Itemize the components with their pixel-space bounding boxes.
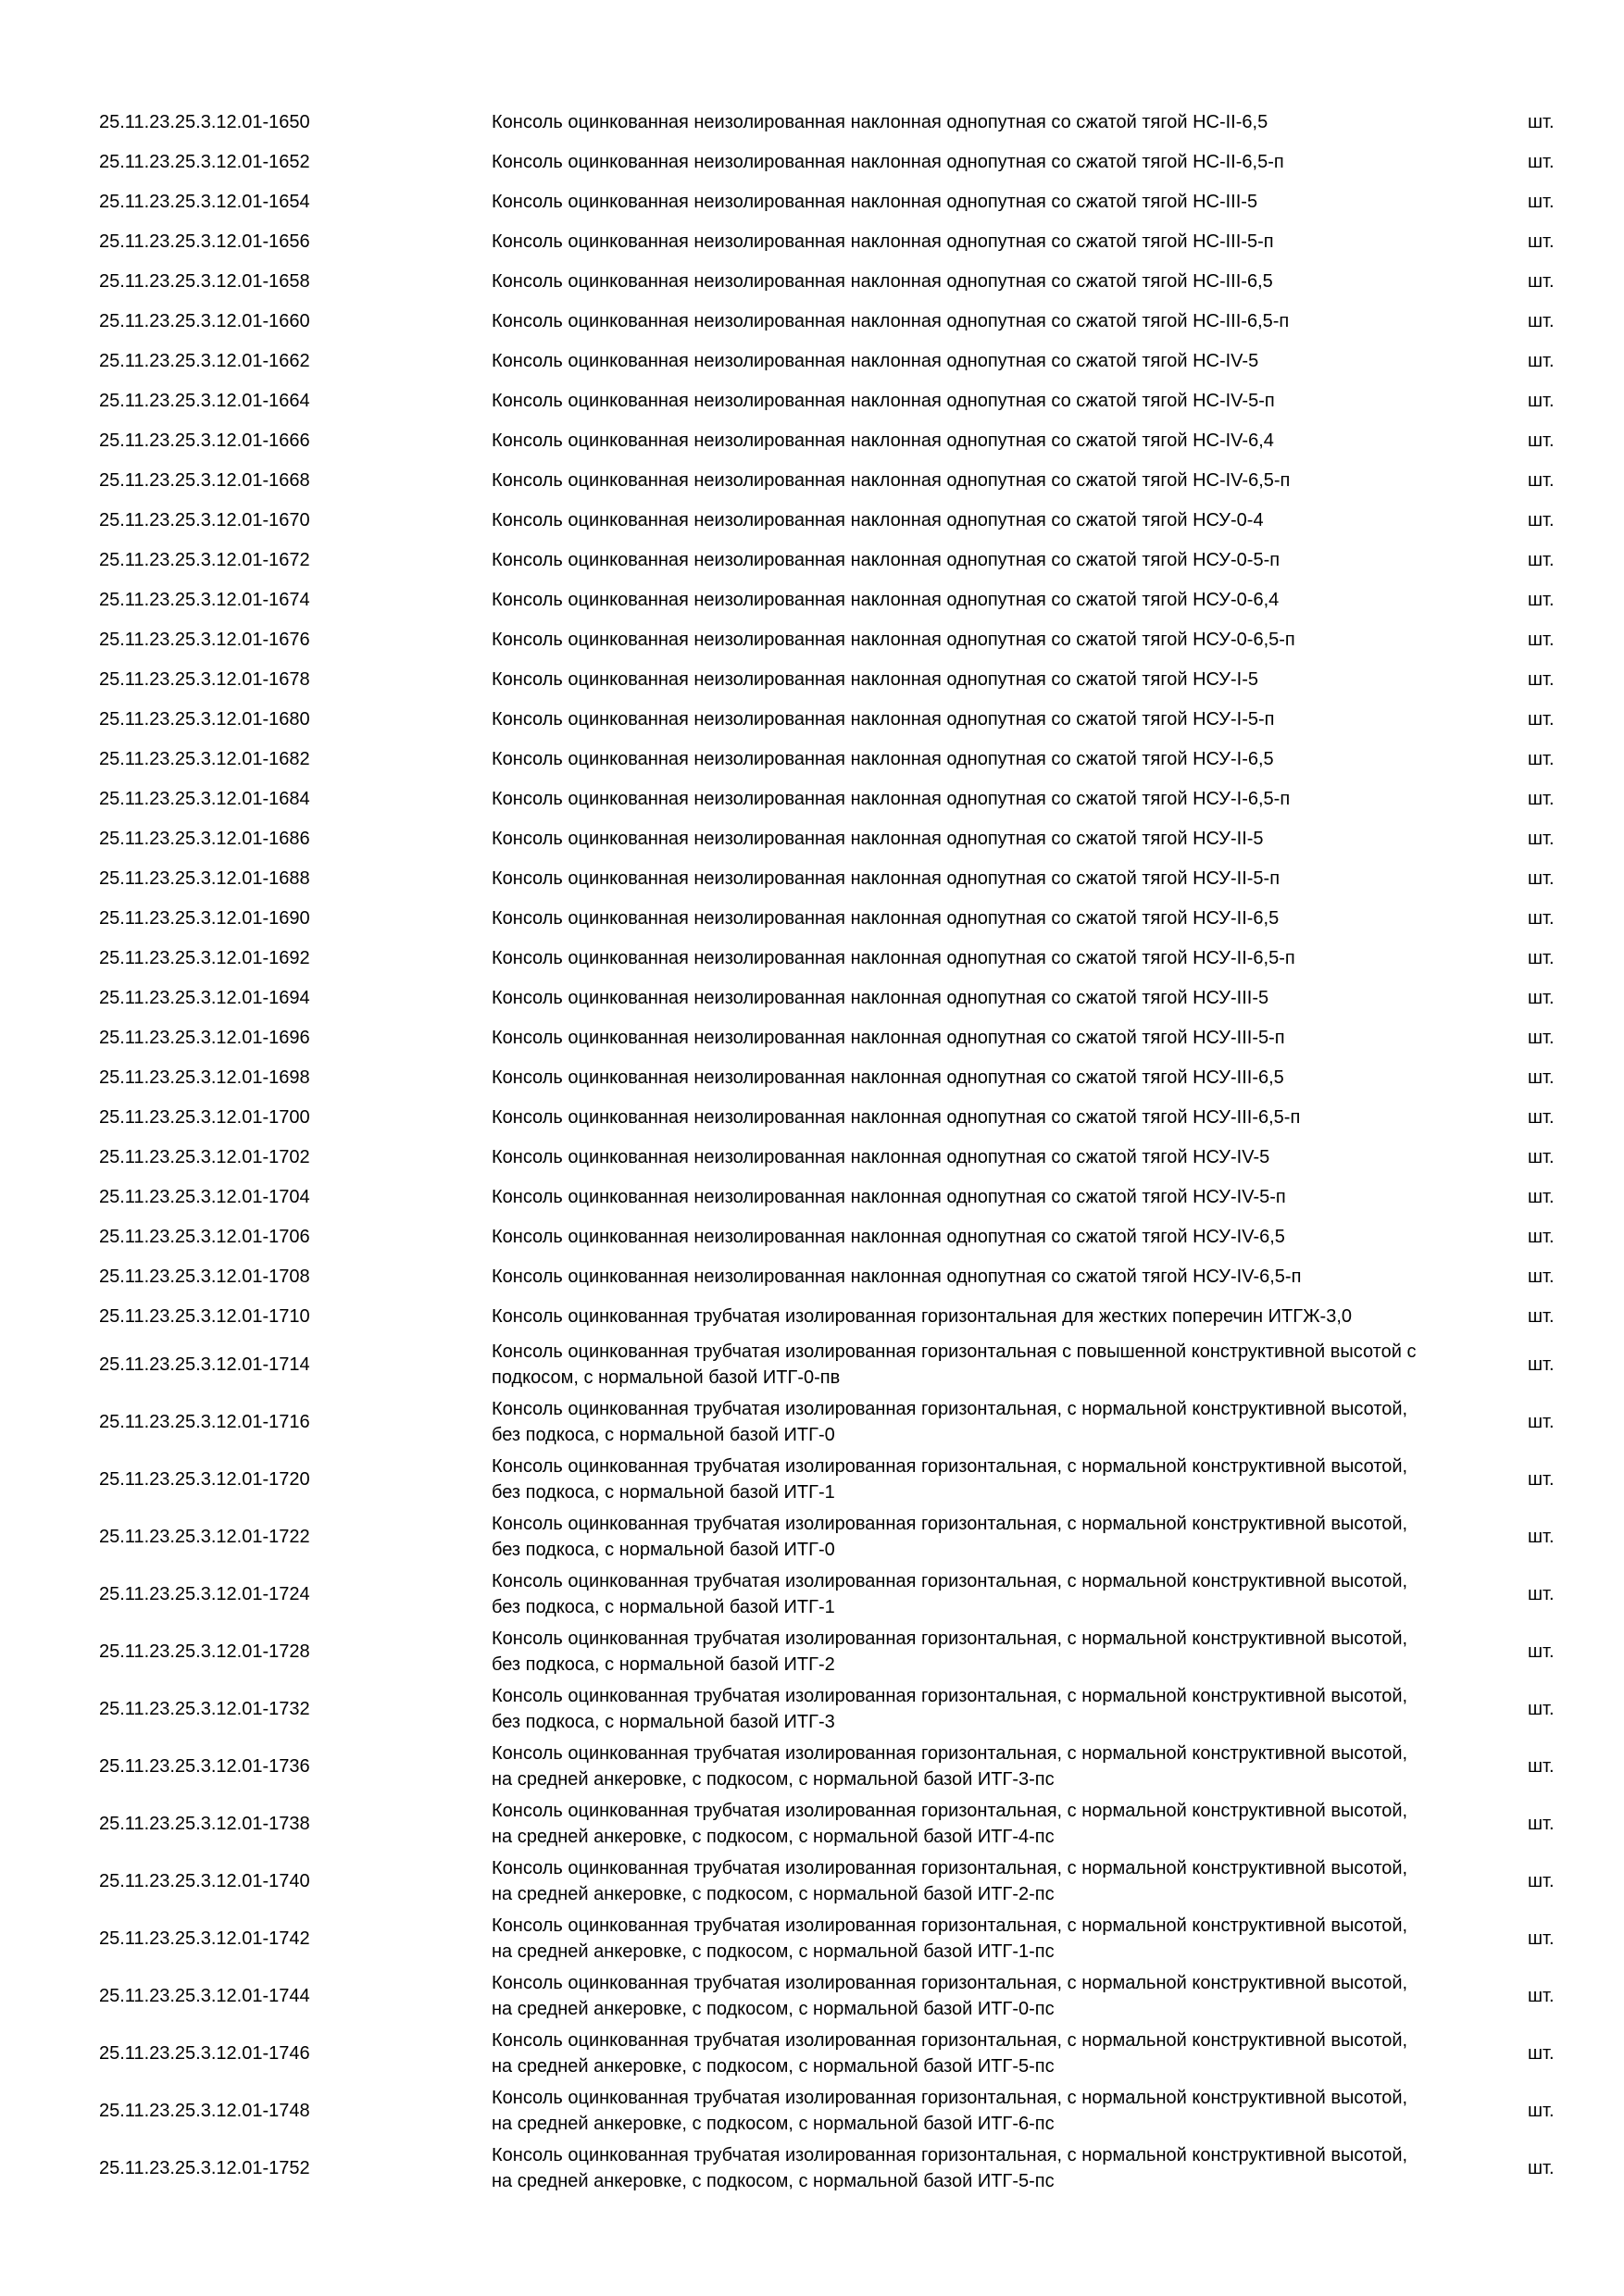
item-description: Консоль оцинкованная неизолированная наклонная однопутная со сжатой тягой НСУ-0-5-п (492, 549, 1280, 570)
table-row (0, 898, 1624, 938)
table-row (0, 460, 1624, 500)
item-code: 25.11.23.25.3.12.01-1746 (99, 2043, 310, 2064)
item-description: Консоль оцинкованная трубчатая изолированная горизонтальная для жестких поперечин ИТГЖ-3,0 (492, 1305, 1353, 1327)
item-code: 25.11.23.25.3.12.01-1690 (99, 907, 310, 929)
table-row (0, 1910, 1624, 1967)
classifier-table (0, 102, 1624, 2197)
item-unit: шт. (1528, 748, 1555, 769)
item-code: 25.11.23.25.3.12.01-1710 (99, 1305, 310, 1327)
item-unit: шт. (1528, 1469, 1555, 1490)
item-description: Консоль оцинкованная трубчатая изолированная горизонтальная, с нормальной конструктивной высотой, на средней анкеровке, с подкосом, с нормальной базой ИТГ-5-пс (492, 2030, 1408, 2077)
item-unit: шт. (1528, 1871, 1555, 1891)
item-description: Консоль оцинкованная неизолированная наклонная однопутная со сжатой тягой НСУ-IV-5-п (492, 1186, 1286, 1207)
item-code: 25.11.23.25.3.12.01-1716 (99, 1412, 310, 1432)
item-description: Консоль оцинкованная неизолированная наклонная однопутная со сжатой тягой НС-IV-6,4 (492, 430, 1274, 451)
item-description: Консоль оцинкованная неизолированная наклонная однопутная со сжатой тягой НС-II-6,5 (492, 111, 1268, 132)
table-row (0, 978, 1624, 1017)
table-row (0, 1336, 1624, 1393)
item-description: Консоль оцинкованная неизолированная наклонная однопутная со сжатой тягой НСУ-0-6,4 (492, 589, 1280, 610)
table-row (0, 1623, 1624, 1680)
item-code: 25.11.23.25.3.12.01-1672 (99, 549, 310, 570)
item-description: Консоль оцинкованная неизолированная наклонная однопутная со сжатой тягой НСУ-I-5-п (492, 708, 1275, 730)
table-row (0, 1097, 1624, 1137)
item-code: 25.11.23.25.3.12.01-1748 (99, 2101, 310, 2121)
table-row (0, 779, 1624, 818)
item-unit: шт. (1528, 708, 1555, 730)
item-description: Консоль оцинкованная неизолированная наклонная однопутная со сжатой тягой НС-III-5 (492, 191, 1258, 212)
item-code: 25.11.23.25.3.12.01-1722 (99, 1527, 310, 1547)
item-description: Консоль оцинкованная трубчатая изолированная горизонтальная с повышенной конструктивной высотой с подкосом, с нормальной базой ИТГ-0-пв (492, 1341, 1417, 1388)
item-unit: шт. (1528, 788, 1555, 809)
item-code: 25.11.23.25.3.12.01-1662 (99, 350, 310, 371)
item-description: Консоль оцинкованная неизолированная наклонная однопутная со сжатой тягой НСУ-II-6,5 (492, 907, 1280, 929)
item-code: 25.11.23.25.3.12.01-1688 (99, 867, 310, 889)
item-description: Консоль оцинкованная трубчатая изолированная горизонтальная, с нормальной конструктивной высотой, на средней анкеровке, с подкосом, с нормальной базой ИТГ-1-пс (492, 1915, 1408, 1962)
item-unit: шт. (1528, 469, 1555, 491)
item-unit: шт. (1528, 828, 1555, 849)
item-unit: шт. (1528, 1305, 1555, 1327)
item-description: Консоль оцинкованная трубчатая изолированная горизонтальная, с нормальной конструктивной высотой, на средней анкеровке, с подкосом, с нормальной базой ИТГ-3-пс (492, 1743, 1408, 1790)
item-code: 25.11.23.25.3.12.01-1664 (99, 390, 310, 411)
table-row (0, 1057, 1624, 1097)
table-row (0, 699, 1624, 739)
item-code: 25.11.23.25.3.12.01-1752 (99, 2158, 310, 2178)
table-row (0, 1853, 1624, 1910)
item-description: Консоль оцинкованная неизолированная наклонная однопутная со сжатой тягой НС-IV-6,5-п (492, 469, 1291, 491)
item-description: Консоль оцинкованная трубчатая изолированная горизонтальная, с нормальной конструктивной высотой, на средней анкеровке, с подкосом, с нормальной базой ИТГ-4-пс (492, 1801, 1408, 1847)
item-unit: шт. (1528, 1641, 1555, 1662)
item-unit: шт. (1528, 987, 1555, 1008)
table-row (0, 420, 1624, 460)
item-unit: шт. (1528, 270, 1555, 292)
item-description: Консоль оцинкованная трубчатая изолированная горизонтальная, с нормальной конструктивной высотой, без подкоса, с нормальной базой ИТГ-3 (492, 1686, 1408, 1732)
item-code: 25.11.23.25.3.12.01-1704 (99, 1186, 310, 1207)
item-description: Консоль оцинкованная трубчатая изолированная горизонтальная, с нормальной конструктивной высотой, без подкоса, с нормальной базой ИТГ-1 (492, 1456, 1408, 1503)
item-code: 25.11.23.25.3.12.01-1702 (99, 1146, 310, 1167)
item-description: Консоль оцинкованная неизолированная наклонная однопутная со сжатой тягой НСУ-I-5 (492, 668, 1258, 690)
item-code: 25.11.23.25.3.12.01-1666 (99, 430, 310, 451)
table-row (0, 540, 1624, 580)
item-unit: шт. (1528, 1146, 1555, 1167)
item-unit: шт. (1528, 1756, 1555, 1777)
item-code: 25.11.23.25.3.12.01-1668 (99, 469, 310, 491)
item-description: Консоль оцинкованная неизолированная наклонная однопутная со сжатой тягой НСУ-II-6,5-п (492, 947, 1295, 968)
item-code: 25.11.23.25.3.12.01-1676 (99, 629, 310, 650)
table-row (0, 818, 1624, 858)
item-code: 25.11.23.25.3.12.01-1654 (99, 191, 310, 212)
table-row (0, 1967, 1624, 2025)
table-row (0, 938, 1624, 978)
item-unit: шт. (1528, 1699, 1555, 1719)
item-description: Консоль оцинкованная неизолированная наклонная однопутная со сжатой тягой НСУ-III-6,5 (492, 1067, 1284, 1088)
item-description: Консоль оцинкованная неизолированная наклонная однопутная со сжатой тягой НС-II-6,5-п (492, 151, 1284, 172)
item-code: 25.11.23.25.3.12.01-1658 (99, 270, 310, 292)
item-unit: шт. (1528, 947, 1555, 968)
item-unit: шт. (1528, 350, 1555, 371)
item-description: Консоль оцинкованная неизолированная наклонная однопутная со сжатой тягой НСУ-III-5 (492, 987, 1269, 1008)
table-row (0, 1296, 1624, 1336)
table-row (0, 221, 1624, 261)
item-description: Консоль оцинкованная неизолированная наклонная однопутная со сжатой тягой НСУ-0-4 (492, 509, 1264, 530)
item-description: Консоль оцинкованная трубчатая изолированная горизонтальная, с нормальной конструктивной высотой, без подкоса, с нормальной базой ИТГ-1 (492, 1571, 1408, 1617)
item-unit: шт. (1528, 1067, 1555, 1088)
item-description: Консоль оцинкованная неизолированная наклонная однопутная со сжатой тягой НС-III-5-п (492, 231, 1274, 252)
item-code: 25.11.23.25.3.12.01-1670 (99, 509, 310, 530)
item-unit: шт. (1528, 1266, 1555, 1287)
item-unit: шт. (1528, 2043, 1555, 2064)
item-description: Консоль оцинкованная трубчатая изолированная горизонтальная, с нормальной конструктивной высотой, без подкоса, с нормальной базой ИТГ-0 (492, 1399, 1408, 1445)
item-code: 25.11.23.25.3.12.01-1698 (99, 1067, 310, 1088)
table-row (0, 858, 1624, 898)
item-unit: шт. (1528, 589, 1555, 610)
item-description: Консоль оцинкованная неизолированная наклонная однопутная со сжатой тягой НСУ-III-5-п (492, 1027, 1285, 1048)
item-code: 25.11.23.25.3.12.01-1744 (99, 1986, 310, 2006)
item-unit: шт. (1528, 1106, 1555, 1128)
item-description: Консоль оцинкованная неизолированная наклонная однопутная со сжатой тягой НСУ-III-6,5-п (492, 1106, 1301, 1128)
item-unit: шт. (1528, 2158, 1555, 2178)
item-code: 25.11.23.25.3.12.01-1650 (99, 111, 310, 132)
item-unit: шт. (1528, 430, 1555, 451)
table-row (0, 2082, 1624, 2140)
item-code: 25.11.23.25.3.12.01-1706 (99, 1226, 310, 1247)
item-code: 25.11.23.25.3.12.01-1708 (99, 1266, 310, 1287)
item-unit: шт. (1528, 1186, 1555, 1207)
item-unit: шт. (1528, 191, 1555, 212)
item-description: Консоль оцинкованная неизолированная наклонная однопутная со сжатой тягой НСУ-I-6,5 (492, 748, 1274, 769)
table-row (0, 739, 1624, 779)
item-code: 25.11.23.25.3.12.01-1738 (99, 1814, 310, 1834)
table-row (0, 2140, 1624, 2197)
item-description: Консоль оцинкованная трубчатая изолированная горизонтальная, с нормальной конструктивной высотой, на средней анкеровке, с подкосом, с нормальной базой ИТГ-5-пс (492, 2145, 1408, 2191)
item-unit: шт. (1528, 1226, 1555, 1247)
item-description: Консоль оцинкованная неизолированная наклонная однопутная со сжатой тягой НСУ-I-6,5-п (492, 788, 1291, 809)
item-unit: шт. (1528, 1986, 1555, 2006)
item-code: 25.11.23.25.3.12.01-1724 (99, 1584, 310, 1604)
item-description: Консоль оцинкованная неизолированная наклонная однопутная со сжатой тягой НСУ-IV-5 (492, 1146, 1270, 1167)
item-description: Консоль оцинкованная неизолированная наклонная однопутная со сжатой тягой НСУ-IV-6,5-п (492, 1266, 1302, 1287)
item-description: Консоль оцинкованная неизолированная наклонная однопутная со сжатой тягой НСУ-II-5-п (492, 867, 1280, 889)
item-code: 25.11.23.25.3.12.01-1684 (99, 788, 310, 809)
item-code: 25.11.23.25.3.12.01-1732 (99, 1699, 310, 1719)
item-unit: шт. (1528, 390, 1555, 411)
item-code: 25.11.23.25.3.12.01-1700 (99, 1106, 310, 1128)
item-unit: шт. (1528, 1527, 1555, 1547)
item-unit: шт. (1528, 1584, 1555, 1604)
table-row (0, 142, 1624, 181)
table-row (0, 619, 1624, 659)
item-description: Консоль оцинкованная неизолированная наклонная однопутная со сжатой тягой НСУ-II-5 (492, 828, 1264, 849)
item-description: Консоль оцинкованная трубчатая изолированная горизонтальная, с нормальной конструктивной высотой, на средней анкеровке, с подкосом, с нормальной базой ИТГ-2-пс (492, 1858, 1408, 1904)
table-row (0, 1256, 1624, 1296)
table-row (0, 1680, 1624, 1738)
item-code: 25.11.23.25.3.12.01-1692 (99, 947, 310, 968)
item-description: Консоль оцинкованная неизолированная наклонная однопутная со сжатой тягой НС-III-6,5 (492, 270, 1273, 292)
table-row (0, 1795, 1624, 1853)
item-unit: шт. (1528, 2101, 1555, 2121)
item-code: 25.11.23.25.3.12.01-1656 (99, 231, 310, 252)
table-row (0, 181, 1624, 221)
item-unit: шт. (1528, 867, 1555, 889)
table-row (0, 301, 1624, 341)
table-row (0, 1137, 1624, 1177)
item-unit: шт. (1528, 509, 1555, 530)
table-row (0, 659, 1624, 699)
item-unit: шт. (1528, 1354, 1555, 1375)
item-unit: шт. (1528, 668, 1555, 690)
item-unit: шт. (1528, 111, 1555, 132)
item-code: 25.11.23.25.3.12.01-1660 (99, 310, 310, 331)
item-unit: шт. (1528, 231, 1555, 252)
item-code: 25.11.23.25.3.12.01-1680 (99, 708, 310, 730)
item-unit: шт. (1528, 907, 1555, 929)
item-code: 25.11.23.25.3.12.01-1742 (99, 1928, 310, 1949)
item-code: 25.11.23.25.3.12.01-1674 (99, 589, 310, 610)
item-code: 25.11.23.25.3.12.01-1714 (99, 1354, 310, 1375)
item-code: 25.11.23.25.3.12.01-1652 (99, 151, 310, 172)
item-code: 25.11.23.25.3.12.01-1686 (99, 828, 310, 849)
item-unit: шт. (1528, 1027, 1555, 1048)
item-code: 25.11.23.25.3.12.01-1720 (99, 1469, 310, 1490)
item-description: Консоль оцинкованная неизолированная наклонная однопутная со сжатой тягой НС-III-6,5-п (492, 310, 1290, 331)
table-row (0, 500, 1624, 540)
item-description: Консоль оцинкованная неизолированная наклонная однопутная со сжатой тягой НС-IV-5-п (492, 390, 1275, 411)
item-code: 25.11.23.25.3.12.01-1696 (99, 1027, 310, 1048)
table-row (0, 1508, 1624, 1566)
item-unit: шт. (1528, 549, 1555, 570)
item-unit: шт. (1528, 629, 1555, 650)
item-description: Консоль оцинкованная неизолированная наклонная однопутная со сжатой тягой НСУ-0-6,5-п (492, 629, 1295, 650)
item-description: Консоль оцинкованная неизолированная наклонная однопутная со сжатой тягой НСУ-IV-6,5 (492, 1226, 1285, 1247)
item-unit: шт. (1528, 151, 1555, 172)
table-row (0, 381, 1624, 420)
table-row (0, 1217, 1624, 1256)
table-row (0, 341, 1624, 381)
item-unit: шт. (1528, 1412, 1555, 1432)
table-row (0, 580, 1624, 619)
item-code: 25.11.23.25.3.12.01-1678 (99, 668, 310, 690)
item-unit: шт. (1528, 310, 1555, 331)
table-row (0, 1566, 1624, 1623)
item-code: 25.11.23.25.3.12.01-1682 (99, 748, 310, 769)
item-description: Консоль оцинкованная трубчатая изолированная горизонтальная, с нормальной конструктивной высотой, без подкоса, с нормальной базой ИТГ-2 (492, 1628, 1408, 1675)
table-row (0, 102, 1624, 142)
item-description: Консоль оцинкованная трубчатая изолированная горизонтальная, с нормальной конструктивной высотой, без подкоса, с нормальной базой ИТГ-0 (492, 1514, 1408, 1560)
item-description: Консоль оцинкованная трубчатая изолированная горизонтальная, с нормальной конструктивной высотой, на средней анкеровке, с подкосом, с нормальной базой ИТГ-6-пс (492, 2088, 1408, 2134)
item-code: 25.11.23.25.3.12.01-1728 (99, 1641, 310, 1662)
item-code: 25.11.23.25.3.12.01-1740 (99, 1871, 310, 1891)
item-description: Консоль оцинкованная неизолированная наклонная однопутная со сжатой тягой НС-IV-5 (492, 350, 1259, 371)
table-row (0, 2025, 1624, 2082)
table-row (0, 1393, 1624, 1451)
table-row (0, 1738, 1624, 1795)
table-row (0, 1451, 1624, 1508)
item-description: Консоль оцинкованная трубчатая изолированная горизонтальная, с нормальной конструктивной высотой, на средней анкеровке, с подкосом, с нормальной базой ИТГ-0-пс (492, 1973, 1408, 2019)
item-unit: шт. (1528, 1814, 1555, 1834)
item-code: 25.11.23.25.3.12.01-1694 (99, 987, 310, 1008)
item-unit: шт. (1528, 1928, 1555, 1949)
table-row (0, 1177, 1624, 1217)
table-row (0, 261, 1624, 301)
item-code: 25.11.23.25.3.12.01-1736 (99, 1756, 310, 1777)
table-row (0, 1017, 1624, 1057)
